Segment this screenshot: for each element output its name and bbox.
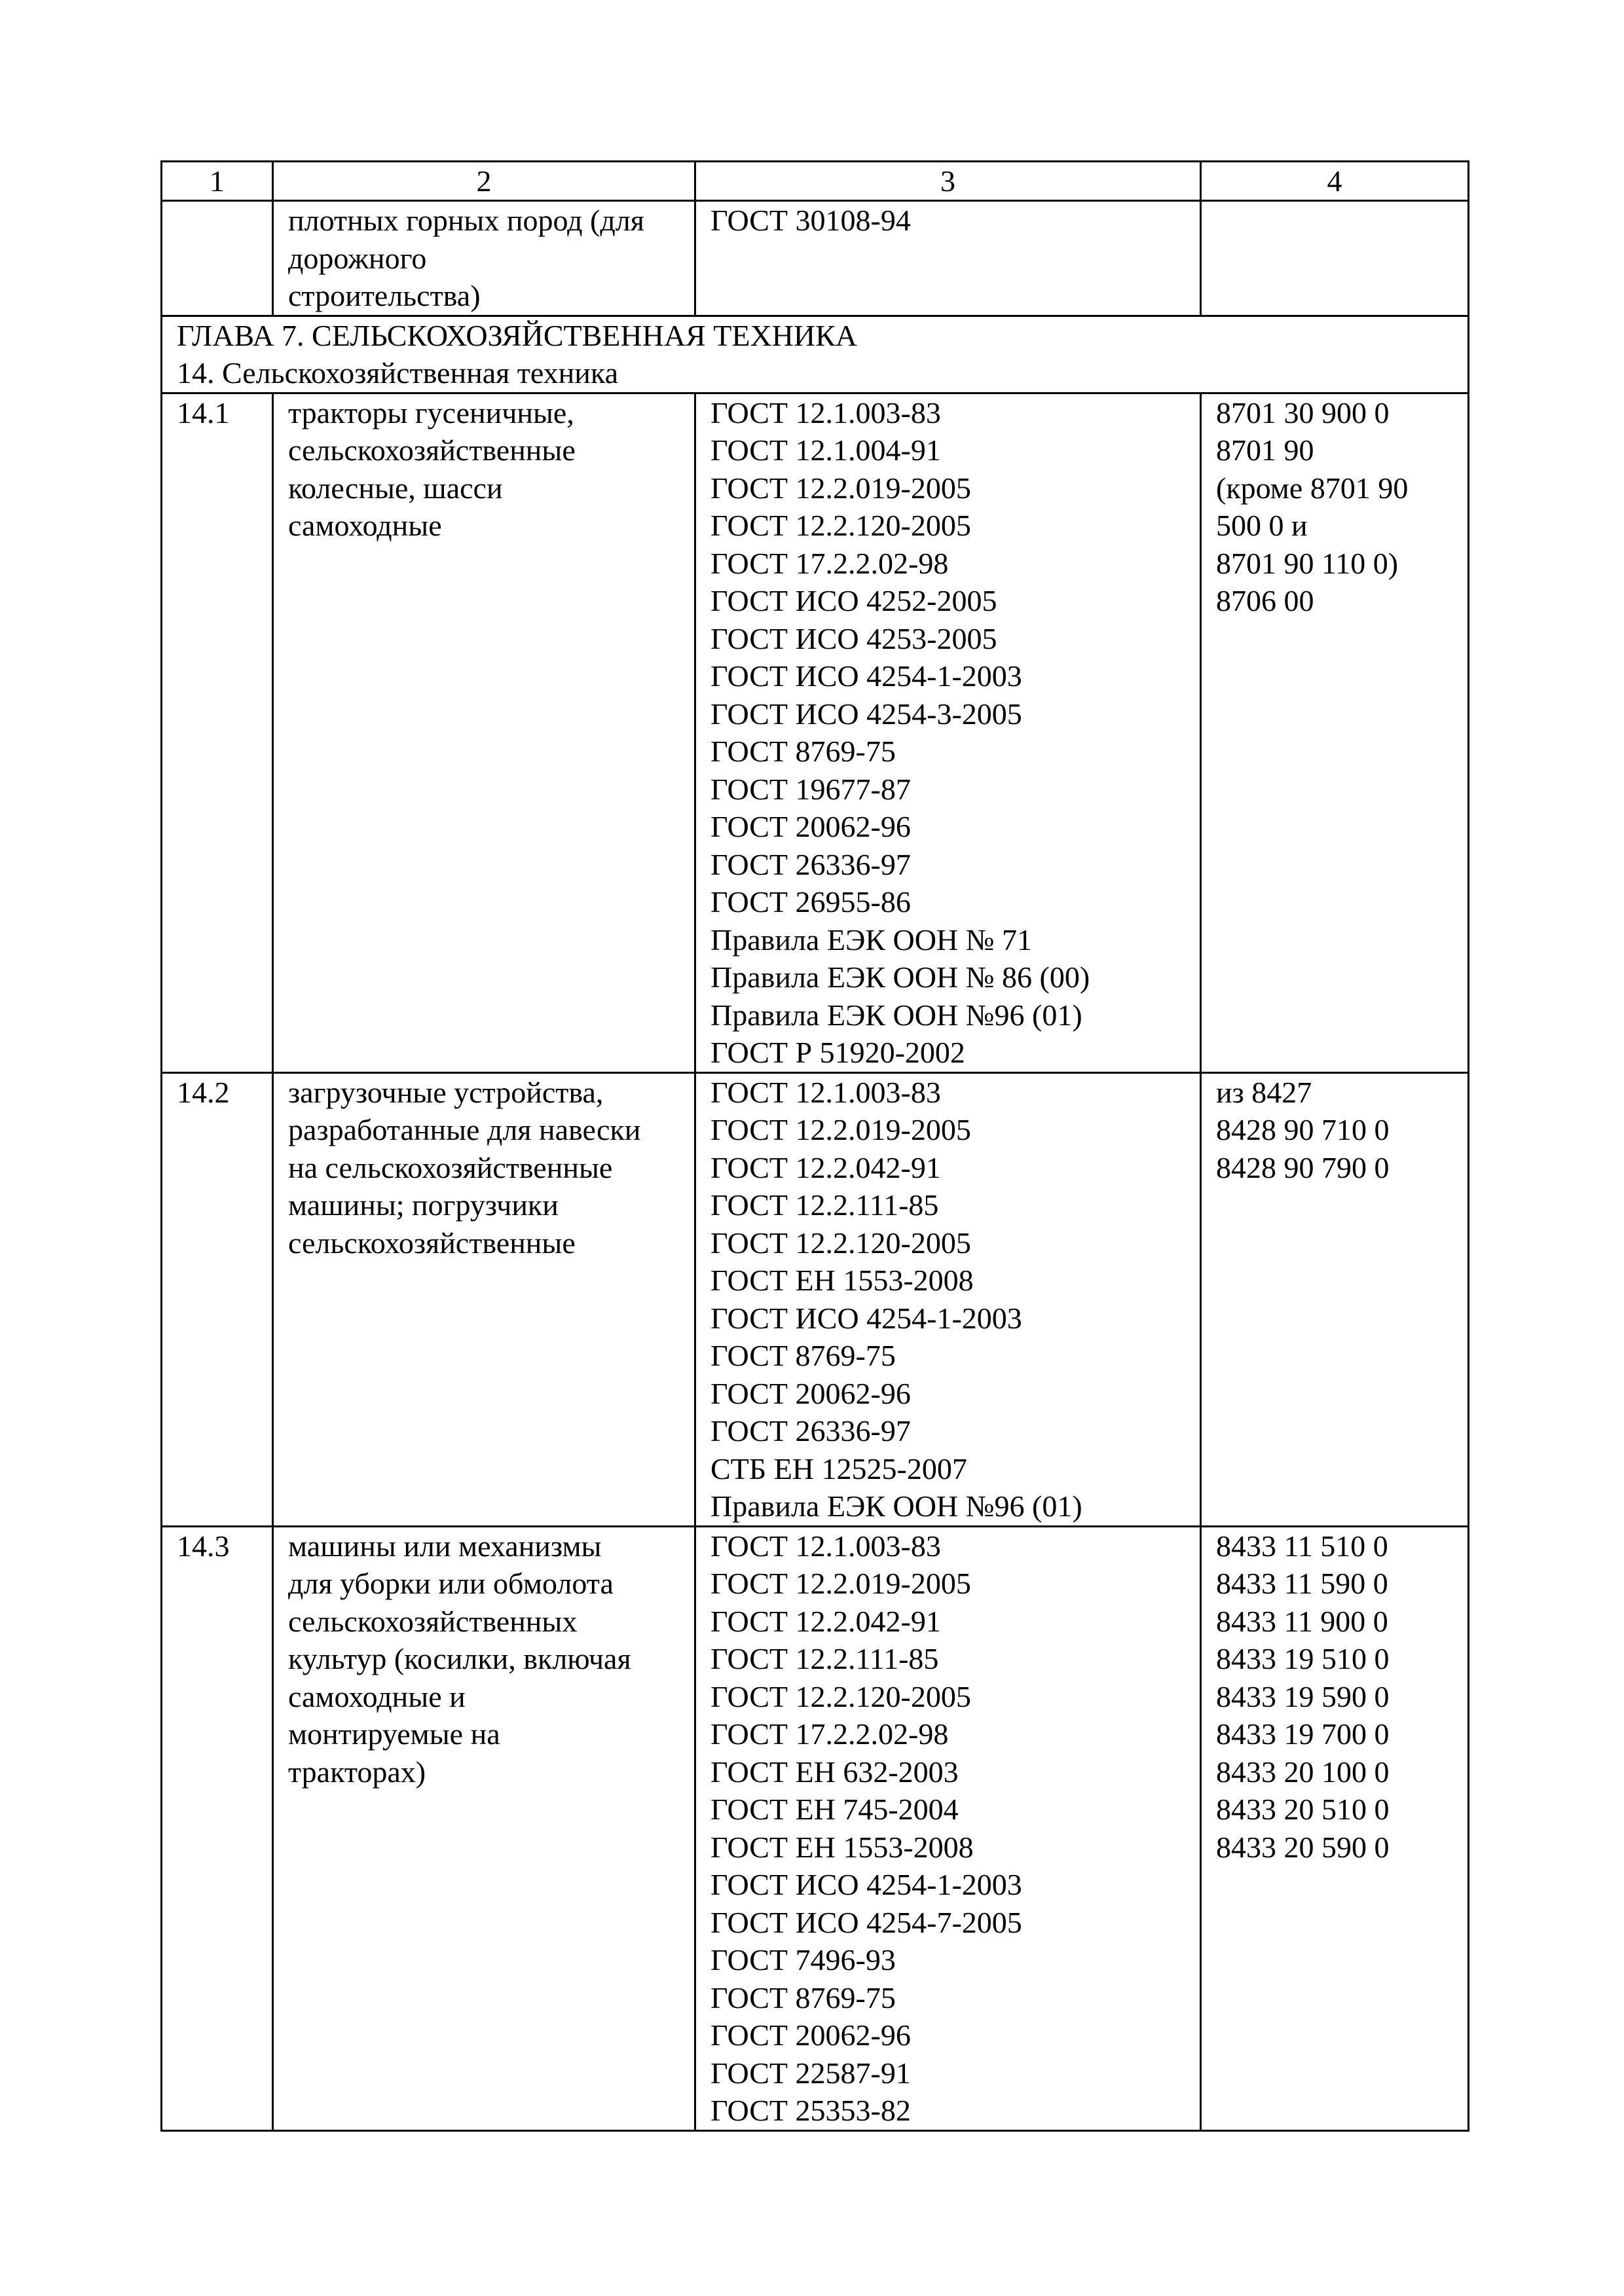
product-name-line: тракторах) [288,1755,426,1789]
standard-item: ГОСТ 12.2.019-2005 [710,1113,971,1146]
section-title: 14. Сельскохозяйственная техника [177,356,618,390]
chapter-heading-cell [162,316,1469,393]
standard-item: ГОСТ 12.1.003-83 [710,1075,941,1109]
product-name [288,202,680,315]
standard-item: ГОСТ 20062-96 [710,810,911,843]
standard-item: ГОСТ 12.1.003-83 [710,395,941,429]
product-name-line: колесные, шасси [288,471,503,505]
codes-cell [1201,1072,1469,1526]
standard-item: ГОСТ 22587-91 [710,2056,911,2090]
code-item: 8428 90 790 0 [1216,1150,1390,1184]
continuation-row [162,201,1469,316]
product-name-cell [273,393,695,1072]
product-name-line: на сельскохозяйственные [288,1150,613,1184]
product-name-line: сельскохозяйственные [288,1226,576,1260]
code-item: из 8427 [1216,1075,1312,1109]
standard-item: Правила ЕЭК ООН №96 (01) [710,998,1082,1032]
continuation-name-cell [273,201,695,316]
chapter-heading-row [162,316,1469,393]
standard-item: ГОСТ 25353-82 [710,2094,911,2127]
standard-item: Правила ЕЭК ООН № 86 (00) [710,960,1090,994]
code-item: 8433 19 700 0 [1216,1717,1390,1751]
standard-item: ГОСТ ЕН 1553-2008 [710,1830,974,1864]
standard-item: ГОСТ ИСО 4254-3-2005 [710,697,1022,731]
standard-item: ГОСТ ИСО 4252-2005 [710,584,997,617]
standard-item: ГОСТ 30108-94 [710,204,911,237]
product-name-line: самоходные [288,509,442,542]
standard-item: ГОСТ ИСО 4254-1-2003 [710,659,1022,693]
code-item: 8433 19 590 0 [1216,1679,1390,1713]
product-name-line: тракторы гусеничные, [288,395,574,429]
standard-item: ГОСТ ИСО 4254-1-2003 [710,1868,1022,1901]
code-item: 8433 19 510 0 [1216,1642,1390,1675]
code-item: (кроме 8701 90 [1216,471,1409,505]
column-number-2: 2 [273,162,695,201]
standard-item: СТБ ЕН 12525-2007 [710,1451,967,1485]
product-name-cell [273,1526,695,2130]
standard-item: ГОСТ 26336-97 [710,1414,911,1448]
product-name [288,394,680,545]
continuation-number-cell [162,201,273,316]
standard-item: ГОСТ 12.2.042-91 [710,1604,941,1638]
product-name-line: строительства) [288,279,481,312]
continuation-standards-cell [695,201,1201,316]
standard-item: ГОСТ 26336-97 [710,847,911,881]
code-item: 8433 20 100 0 [1216,1755,1390,1789]
standard-item: ГОСТ ЕН 1553-2008 [710,1264,974,1297]
product-name [288,1074,680,1262]
standard-item: Правила ЕЭК ООН №96 (01) [710,1489,1082,1523]
product-name-line: самоходные и [288,1679,466,1713]
code-item: 8701 90 [1216,433,1314,467]
column-number-header-row [162,162,1469,201]
standard-item: ГОСТ 12.2.019-2005 [710,471,971,505]
code-item: 500 0 и [1216,509,1308,542]
standard-item: ГОСТ 12.2.120-2005 [710,1679,971,1713]
standard-item: ГОСТ 12.2.120-2005 [710,1226,971,1260]
product-row [162,393,1469,1072]
item-number: 14.1 [162,393,273,1072]
code-item: 8428 90 710 0 [1216,1113,1390,1146]
standards-cell [695,1526,1201,2130]
standards-cell [695,1072,1201,1526]
standards-cell [695,393,1201,1072]
standard-item: ГОСТ 17.2.2.02-98 [710,546,949,580]
column-number-3: 3 [695,162,1201,201]
standard-item: ГОСТ ЕН 745-2004 [710,1793,959,1826]
code-item: 8433 20 590 0 [1216,1830,1390,1864]
standard-item: ГОСТ 19677-87 [710,772,911,806]
standard-item: ГОСТ 8769-75 [710,1980,896,2014]
item-number: 14.2 [162,1072,273,1526]
column-number-4: 4 [1201,162,1469,201]
product-name-line: машины; погрузчики [288,1188,559,1222]
product-name-line: плотных горных пород (для [288,204,644,237]
code-item: 8706 00 [1216,584,1314,617]
standard-item: ГОСТ 8769-75 [710,735,896,768]
code-item: 8433 20 510 0 [1216,1793,1390,1826]
chapter-title: ГЛАВА 7. СЕЛЬСКОХОЗЯЙСТВЕННАЯ ТЕХНИКА [177,318,857,352]
product-name-line: машины или механизмы [288,1529,602,1563]
product-name-line: сельскохозяйственных [288,1604,578,1638]
regulation-table [160,160,1469,2132]
product-name [288,1527,680,1791]
codes-cell [1201,1526,1469,2130]
product-row [162,1072,1469,1526]
standard-item: ГОСТ 12.2.120-2005 [710,509,971,542]
standard-item: ГОСТ 7496-93 [710,1943,896,1977]
standard-item: ГОСТ ИСО 4254-7-2005 [710,1905,1022,1939]
standard-item: ГОСТ 12.2.111-85 [710,1188,939,1222]
continuation-codes-cell [1201,201,1469,316]
standard-item: ГОСТ 12.2.019-2005 [710,1567,971,1600]
product-name-line: для уборки или обмолота [288,1567,614,1600]
product-name-line: загрузочные устройства, [288,1075,604,1109]
standard-item: Правила ЕЭК ООН № 71 [710,922,1033,957]
standard-item: ГОСТ 20062-96 [710,1376,911,1410]
product-name-line: монтируемые на [288,1717,500,1751]
product-row [162,1526,1469,2130]
standard-item: ГОСТ Р 51920-2002 [710,1036,965,1069]
codes-cell [1201,393,1469,1072]
code-item: 8433 11 590 0 [1216,1567,1388,1600]
standard-item: ГОСТ 12.1.004-91 [710,433,941,467]
standard-item: ГОСТ ИСО 4253-2005 [710,621,997,655]
product-name-line: культур (косилки, включая [288,1642,631,1675]
column-number-1: 1 [162,162,273,201]
standard-item: ГОСТ 20062-96 [710,2018,911,2052]
standard-item: ГОСТ 12.2.042-91 [710,1150,941,1184]
standard-item: ГОСТ 17.2.2.02-98 [710,1717,949,1751]
item-number: 14.3 [162,1526,273,2130]
standard-item: ГОСТ 12.2.111-85 [710,1642,939,1675]
product-name-cell [273,1072,695,1526]
product-name-line: дорожного [288,241,427,275]
standard-item: ГОСТ 12.1.003-83 [710,1529,941,1563]
code-item: 8701 90 110 0) [1216,546,1399,580]
standard-item: ГОСТ 26955-86 [710,885,911,919]
standard-item: ГОСТ ИСО 4254-1-2003 [710,1301,1022,1335]
code-item: 8701 30 900 0 [1216,395,1390,429]
standard-item: ГОСТ ЕН 632-2003 [710,1755,959,1789]
product-name-line: разработанные для навески [288,1113,641,1146]
product-name-line: сельскохозяйственные [288,433,576,467]
code-item: 8433 11 510 0 [1216,1529,1388,1563]
code-item: 8433 11 900 0 [1216,1604,1388,1638]
standard-item: ГОСТ 8769-75 [710,1339,896,1372]
